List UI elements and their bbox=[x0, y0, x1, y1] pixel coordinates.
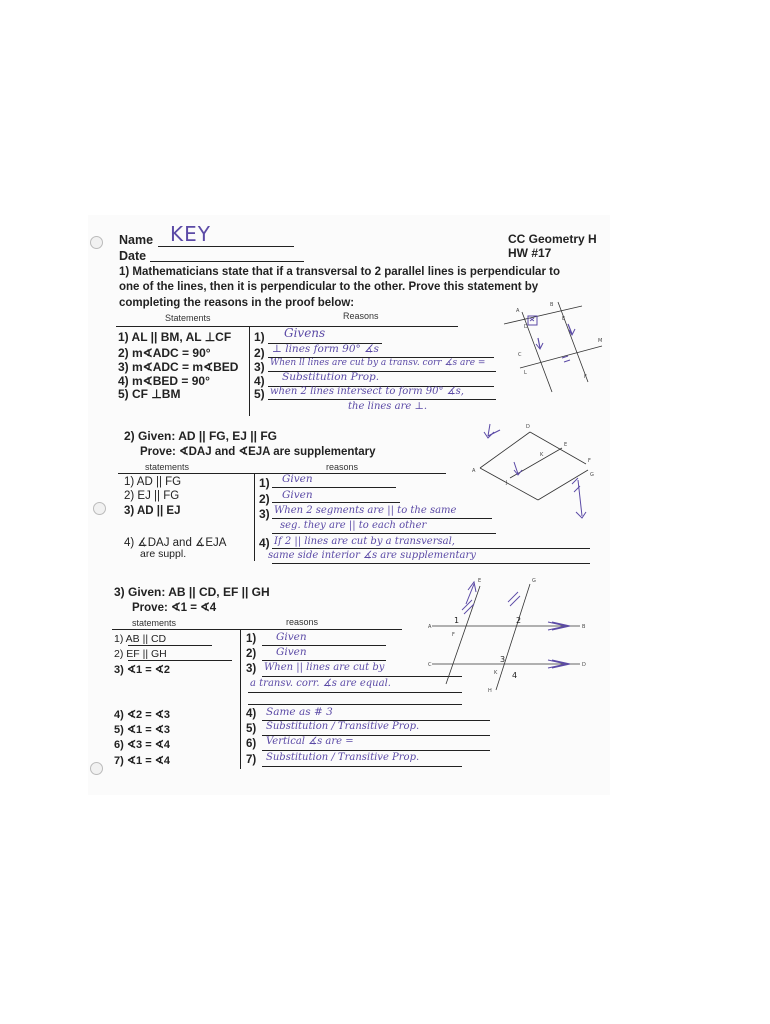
fig3-label-e: E bbox=[478, 578, 482, 584]
p3-reason-3-line2: a transv. corr. ∡s are equal. bbox=[250, 678, 391, 689]
fig3-label-k: K bbox=[494, 670, 498, 676]
p3-prove: Prove: ∢1 = ∢4 bbox=[132, 602, 217, 614]
p1-reason-1: Givens bbox=[284, 326, 326, 340]
p2-prove: Prove: ∢DAJ and ∢EJA are supplementary bbox=[140, 446, 376, 458]
p2-reason-3: When 2 segments are || to the same bbox=[274, 505, 457, 516]
p3-statement-4: 4) ∢2 = ∢3 bbox=[114, 709, 171, 721]
fig3-label-b: B bbox=[582, 624, 586, 630]
p3-statement-5: 5) ∢1 = ∢3 bbox=[114, 724, 171, 736]
fig1-label-f: F bbox=[584, 374, 587, 380]
fig3-angle-2: 2 bbox=[516, 616, 522, 625]
p1-col-reasons: Reasons bbox=[343, 311, 379, 321]
p3-statement-2: 2) EF || GH bbox=[114, 648, 167, 660]
p1-reason-4: Substitution Prop. bbox=[282, 371, 380, 383]
p2-statement-4-line2: are suppl. bbox=[140, 548, 187, 560]
figure-1-diagram bbox=[498, 298, 608, 394]
p2-reason-4-line2: same side interior ∡s are supplementary bbox=[268, 550, 476, 561]
p3-statement-6: 6) ∢3 = ∢4 bbox=[114, 739, 171, 751]
p3-reason-6: Vertical ∡s are = bbox=[266, 736, 354, 747]
binder-hole-top bbox=[90, 236, 103, 249]
fig2-label-j: J bbox=[506, 480, 508, 486]
p1-reason-num-5: 5) bbox=[254, 387, 265, 401]
fig1-label-c: C bbox=[518, 352, 522, 358]
name-label: Name bbox=[119, 233, 154, 247]
p3-reason-num-3: 3) bbox=[246, 663, 257, 675]
fig3-angle-4: 4 bbox=[512, 671, 518, 680]
fig1-label-b: B bbox=[550, 302, 554, 308]
binder-hole-middle bbox=[93, 502, 106, 515]
p1-reason-3: When ll lines are cut by a transv. corr ∡s are = bbox=[270, 358, 486, 368]
p1-statement-1: 1) AL || BM, AL ⊥CF bbox=[118, 330, 232, 344]
figure-3-diagram bbox=[424, 574, 590, 694]
figure-2-diagram bbox=[470, 420, 602, 528]
p1-reason-5-line2: the lines are ⊥. bbox=[348, 401, 428, 412]
p2-reason-num-4: 4) bbox=[259, 536, 270, 550]
course-title: CC Geometry H bbox=[508, 232, 597, 246]
name-value: KEY bbox=[170, 222, 211, 246]
p1-reason-num-1: 1) bbox=[254, 330, 265, 344]
p3-reason-4: Same as # 3 bbox=[266, 706, 333, 718]
fig3-angle-1: 1 bbox=[454, 616, 460, 625]
p1-reason-5: when 2 lines intersect to form 90° ∡s, bbox=[270, 386, 464, 397]
p1-statement-2: 2) m∢ADC = 90° bbox=[118, 346, 211, 360]
p2-reason-2: Given bbox=[282, 489, 313, 501]
p2-given: 2) Given: AD || FG, EJ || FG bbox=[124, 429, 278, 443]
p3-col-reasons: reasons bbox=[286, 617, 319, 627]
fig1-label-e: E bbox=[562, 316, 566, 322]
fig1-label-m: M bbox=[598, 338, 603, 344]
p1-statement-5: 5) CF ⊥BM bbox=[118, 387, 181, 401]
fig1-label-a: A bbox=[516, 308, 520, 314]
p2-reason-num-2: 2) bbox=[259, 492, 270, 506]
p3-reason-3: When || lines are cut by bbox=[264, 662, 385, 673]
p2-col-reasons: reasons bbox=[326, 462, 359, 472]
p1-statement-3: 3) m∢ADC = m∢BED bbox=[118, 360, 239, 374]
p1-prompt-line2: one of the lines, then it is perpendicular to the other. Prove this statement by bbox=[119, 281, 539, 293]
p2-reason-1: Given bbox=[282, 473, 313, 485]
p2-statement-3: 3) AD || EJ bbox=[124, 505, 181, 517]
p1-prompt-line1: 1) Mathematicians state that if a transversal to 2 parallel lines is perpendicular to bbox=[119, 266, 560, 278]
p3-reason-2: Given bbox=[276, 646, 307, 658]
fig3-label-h: H bbox=[488, 688, 492, 694]
fig1-label-l: L bbox=[524, 370, 527, 376]
p3-reason-num-1: 1) bbox=[246, 633, 257, 645]
p3-statement-7: 7) ∢1 = ∢4 bbox=[114, 755, 171, 767]
fig3-angle-3: 3 bbox=[500, 655, 506, 664]
p1-reason-num-2: 2) bbox=[254, 346, 265, 360]
p3-given: 3) Given: AB || CD, EF || GH bbox=[114, 585, 270, 599]
p3-reason-num-5: 5) bbox=[246, 723, 257, 735]
fig3-label-f: F bbox=[452, 632, 455, 638]
p3-reason-num-4: 4) bbox=[246, 708, 257, 720]
fig3-label-d: D bbox=[582, 662, 586, 668]
p3-statement-1: 1) AB || CD bbox=[114, 633, 167, 645]
p3-statement-3: 3) ∢1 = ∢2 bbox=[114, 664, 171, 676]
p1-statement-4: 4) m∢BED = 90° bbox=[118, 374, 210, 388]
p3-reason-1: Given bbox=[276, 631, 307, 643]
p3-reason-7: Substitution / Transitive Prop. bbox=[266, 752, 420, 763]
p3-reason-num-6: 6) bbox=[246, 738, 257, 750]
p1-prompt-line3: completing the reasons in the proof below: bbox=[119, 297, 355, 309]
fig2-label-d: D bbox=[526, 424, 530, 430]
p2-statement-2: 2) EJ || FG bbox=[124, 490, 180, 502]
p1-col-statements: Statements bbox=[165, 313, 211, 323]
fig3-label-c: C bbox=[428, 662, 432, 668]
fig2-label-f: F bbox=[588, 458, 591, 464]
binder-hole-bottom bbox=[90, 762, 103, 775]
p2-reason-4: If 2 || lines are cut by a transversal, bbox=[274, 536, 455, 547]
p1-reason-2: ⊥ lines form 90° ∡s bbox=[272, 343, 379, 355]
fig2-label-a: A bbox=[472, 468, 476, 474]
homework-number: HW #17 bbox=[508, 246, 552, 260]
p2-statement-1: 1) AD || FG bbox=[124, 476, 182, 488]
p3-col-statements: statements bbox=[132, 618, 177, 628]
fig3-label-a: A bbox=[428, 624, 432, 630]
fig1-label-d: D bbox=[524, 324, 528, 330]
fig2-label-e: E bbox=[564, 442, 568, 448]
fig2-label-k: K bbox=[540, 452, 544, 458]
p3-reason-num-2: 2) bbox=[246, 648, 257, 660]
fig2-label-g: G bbox=[590, 472, 594, 478]
fig3-label-g: G bbox=[532, 578, 536, 584]
p1-reason-num-4: 4) bbox=[254, 374, 265, 388]
p2-reason-num-3: 3) bbox=[259, 507, 270, 521]
p3-reason-num-7: 7) bbox=[246, 754, 257, 766]
p3-reason-5: Substitution / Transitive Prop. bbox=[266, 721, 420, 732]
p2-reason-3-line2: seg. they are || to each other bbox=[280, 520, 427, 531]
p2-statement-4: 4) ∡DAJ and ∡EJA bbox=[124, 537, 227, 549]
p1-reason-num-3: 3) bbox=[254, 360, 265, 374]
p2-col-statements: statements bbox=[145, 462, 190, 472]
p2-reason-num-1: 1) bbox=[259, 476, 270, 490]
date-label: Date bbox=[119, 249, 147, 263]
